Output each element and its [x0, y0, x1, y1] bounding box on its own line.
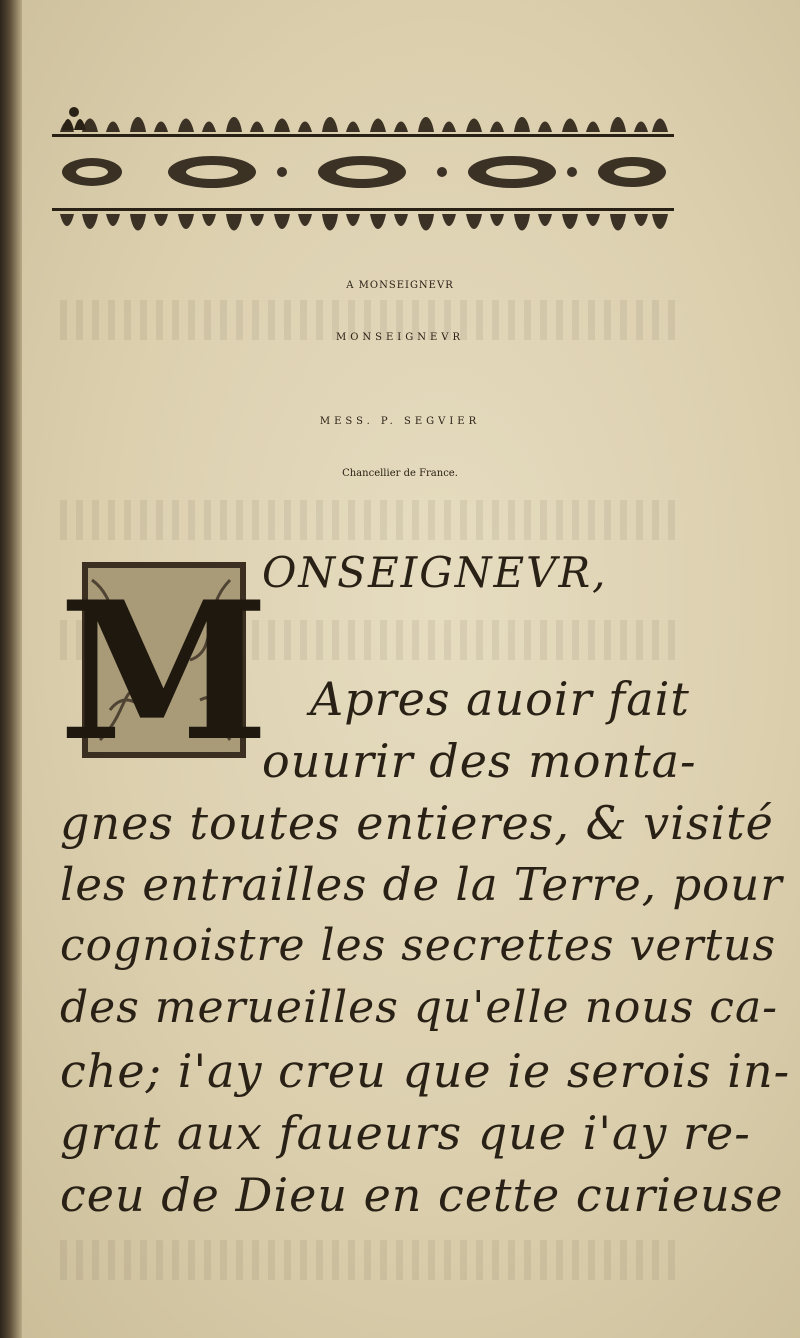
- bleed-through-text: [60, 1240, 680, 1280]
- decorative-headpiece: [52, 100, 674, 250]
- salutation: ONSEIGNEVR,: [262, 548, 608, 597]
- body-line: ouurir des monta-: [262, 734, 697, 788]
- body-line: Apres auoir fait: [310, 672, 690, 726]
- decorated-initial: [58, 560, 270, 783]
- dedication-line-4: Chancellier de France.: [342, 468, 458, 479]
- body-line: les entrailles de la Terre, pour: [60, 858, 783, 911]
- body-line: che; i'ay creu que ie serois in-: [60, 1044, 791, 1098]
- dedication-line-1: A MONSEIGNEVR: [346, 280, 454, 291]
- dedication-line-3: MESS. P. SEGVIER: [319, 416, 481, 427]
- initial-letter: M: [58, 560, 270, 783]
- bleed-through-text: [60, 500, 680, 540]
- dedication-line-2: MONSEIGNEVR: [335, 332, 465, 343]
- book-gutter: [0, 0, 22, 1338]
- body-line: cognoistre les secrettes vertus: [60, 920, 777, 971]
- body-line: gnes toutes entieres, & visité: [60, 796, 774, 850]
- body-line: grat aux faueurs que i'ay re-: [60, 1106, 751, 1160]
- body-line: des merueilles qu'elle nous ca-: [60, 982, 779, 1033]
- body-line: ceu de Dieu en cette curieuse: [60, 1168, 784, 1222]
